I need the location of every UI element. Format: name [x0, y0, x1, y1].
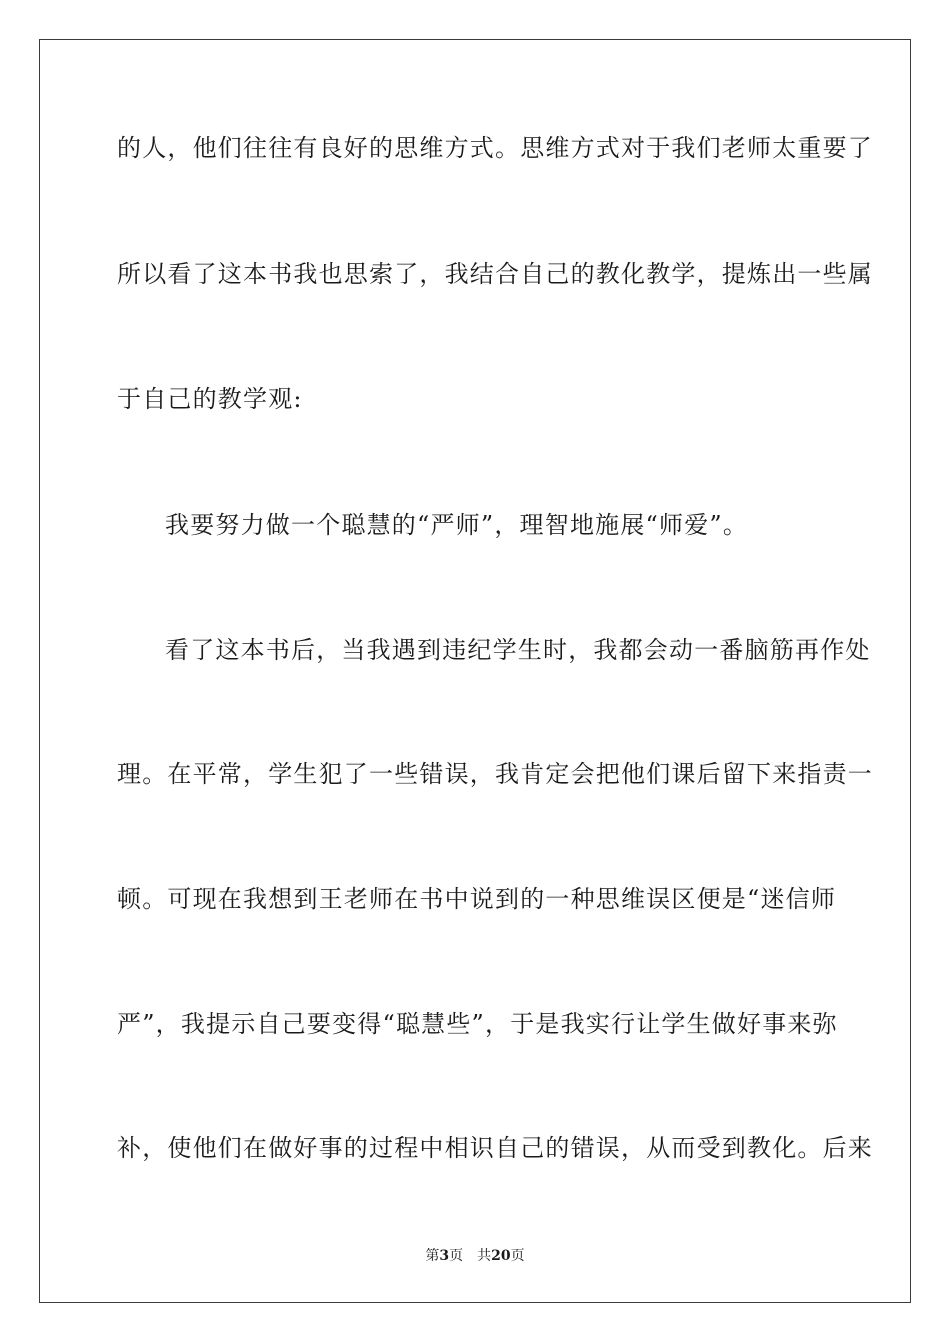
page-prefix: 第	[425, 1248, 440, 1264]
body-text-line: 的人，他们往往有良好的思维方式。思维方式对于我们老师太重要了	[117, 134, 873, 162]
total-pages: 20	[491, 1248, 511, 1264]
page-border	[39, 39, 911, 1303]
body-text-line: 补，使他们在做好事的过程中相识自己的错误，从而受到教化。后来	[117, 1134, 873, 1162]
body-text-line: 我要努力做一个聪慧的“严师”，理智地施展“师爱”。	[165, 511, 749, 539]
body-text-line: 看了这本书后，当我遇到违纪学生时，我都会动一番脑筋再作处	[165, 636, 871, 664]
page-number: 3	[439, 1248, 450, 1264]
body-text-line: 顿。可现在我想到王老师在书中说到的一种思维误区便是“迷信师	[117, 885, 837, 913]
total-suffix: 页	[510, 1248, 525, 1264]
page-footer	[0, 1247, 950, 1265]
page-suffix: 页	[449, 1248, 464, 1264]
body-text-line: 严”，我提示自己要变得“聪慧些”，于是我实行让学生做好事来弥	[117, 1010, 838, 1038]
body-text-line: 所以看了这本书我也思索了，我结合自己的教化教学，提炼出一些属	[117, 260, 873, 288]
body-text-line: 于自己的教学观:	[117, 385, 303, 413]
total-prefix: 共	[477, 1248, 492, 1264]
body-text-line: 理。在平常，学生犯了一些错误，我肯定会把他们课后留下来指责一	[117, 760, 873, 788]
